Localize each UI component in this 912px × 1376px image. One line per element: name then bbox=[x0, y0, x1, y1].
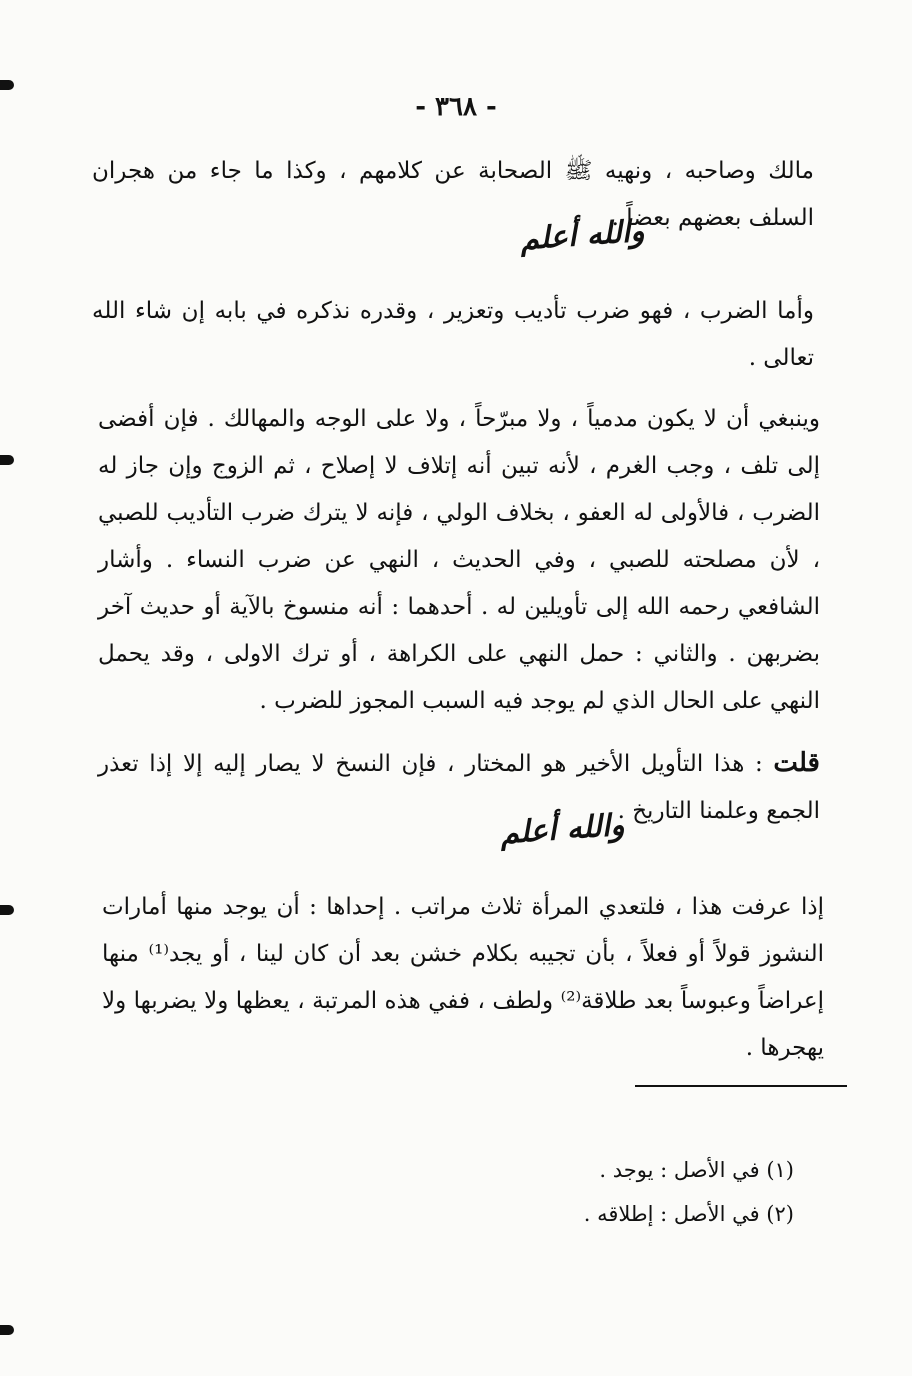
footnote-1: (١) في الأصل : يوجد . bbox=[599, 1158, 794, 1182]
margin-mark-2 bbox=[0, 455, 14, 465]
footnotes bbox=[374, 1148, 794, 1236]
paragraph-4-body bbox=[98, 740, 820, 835]
page-number: - ٣٦٨ - bbox=[415, 92, 497, 122]
paragraph-4-text: : هذا التأويل الأخير هو المختار ، فإن النسخ لا يصار إليه إلا إذا تعذر الجمع وعلمنا التاريخ . bbox=[98, 751, 820, 824]
paragraph-2 bbox=[92, 288, 814, 382]
signature-wallahu-alam-2: والله أعلم bbox=[498, 807, 626, 852]
paragraph-3 bbox=[98, 396, 820, 725]
paragraph-1 bbox=[92, 148, 814, 242]
margin-mark-4 bbox=[0, 1325, 14, 1335]
paragraph-4 bbox=[98, 740, 820, 835]
paragraph-2-text: وأما الضرب ، فهو ضرب تأديب وتعزير ، وقدره نذكره في بابه إن شاء الله تعالى . bbox=[92, 298, 814, 371]
paragraph-5 bbox=[102, 884, 824, 1072]
paragraph-1-text: مالك وصاحبه ، ونهيه ﷺ الصحابة عن كلامهم ، وكذا ما جاء من هجران السلف بعضهم بعضاً . bbox=[92, 158, 814, 231]
paragraph-5-text: إذا عرفت هذا ، فلتعدي المرأة ثلاث مراتب . إحداها : أن يوجد منها أمارات النشوز قولاً أو فعلاً ، بأن تجيبه بكلام خشن بعد أن كان لينا ، أو يجد⁽¹⁾ منها إعراضاً وعبوساً بعد طلاقة⁽²⁾ ولطف ، ففي هذه المرتبة ، يعظها ولا يضربها ولا يهجرها . bbox=[102, 894, 824, 1061]
paragraph-3-text: وينبغي أن لا يكون مدمياً ، ولا مبرّحاً ، ولا على الوجه والمهالك . فإن أفضى إلى تلف ، وجب الغرم ، لأنه تبين أنه إتلاف لا إصلاح ، ثم الزوج وإن جاز له الضرب ، فالأولى له العفو ، بخلاف الولي ، فإنه لا يترك ضرب التأديب للصبي ، لأن مصلحته للصبي ، وفي الحديث ، النهي عن ضرب النساء . وأشار الشافعي رحمه الله إلى تأويلين له . أحدهما : أنه منسوخ بالآية أو حديث آخر بضربهن . والثاني : حمل النهي على الكراهة ، أو ترك الاولى ، وقد يحمل النهي على الحال الذي لم يوجد فيه السبب المجوز للضرب . bbox=[98, 406, 820, 714]
margin-mark-3 bbox=[0, 905, 14, 915]
signature-wallahu-alam-1: والله أعلم bbox=[518, 213, 646, 258]
footnote-separator bbox=[635, 1085, 847, 1087]
margin-mark-1 bbox=[0, 80, 14, 90]
footnote-2: (٢) في الأصل : إطلاقه . bbox=[583, 1202, 794, 1226]
qultu-label: قلت bbox=[773, 748, 820, 778]
